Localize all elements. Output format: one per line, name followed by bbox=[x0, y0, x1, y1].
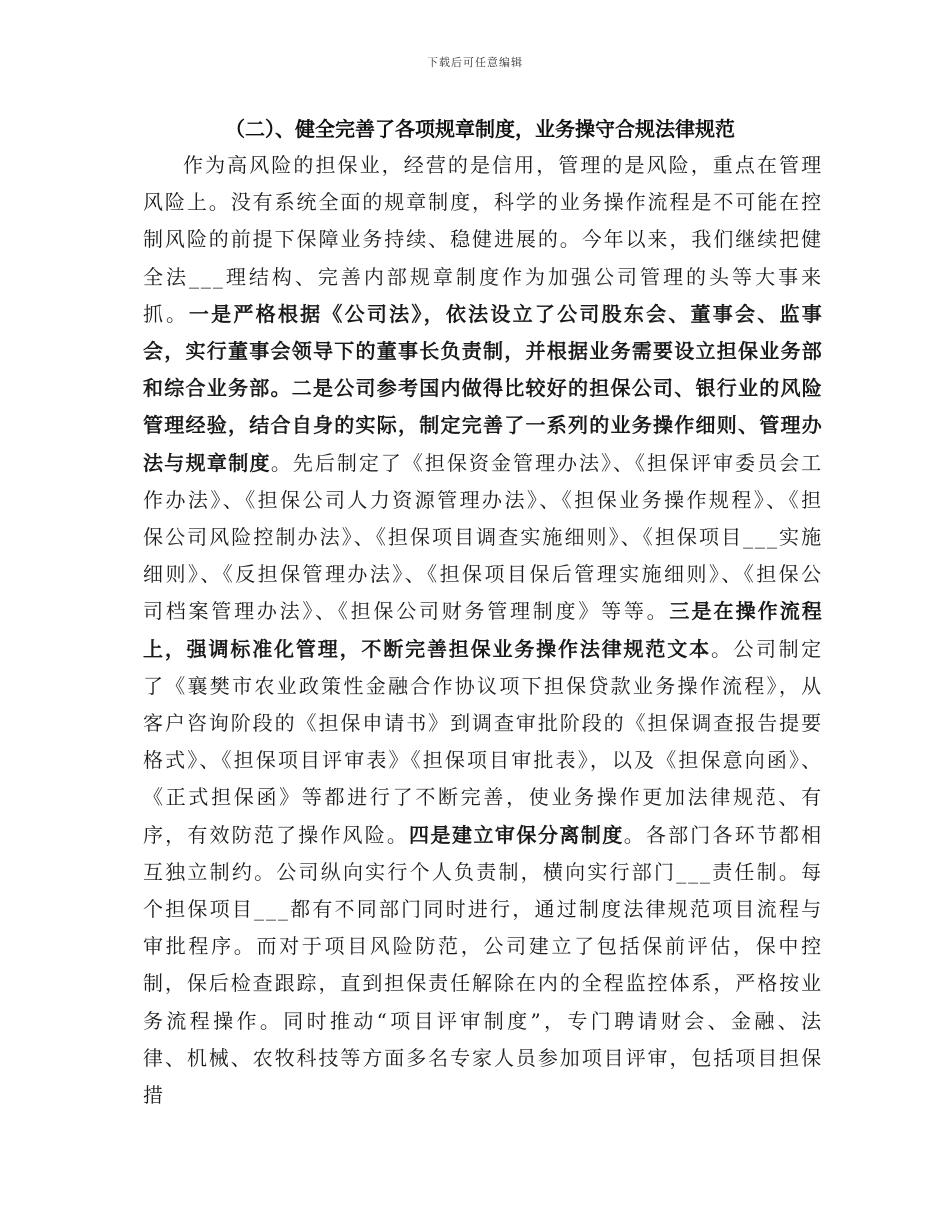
text-run-1: 作为高风险的担保业，经营的是信用，管理的是风险，重点在管理风险上。没有系统全面的规章制度，科学的业务操作流程是不可能在控制风险的前提下保障业务持续、稳健进展的。今年以来，我们继续把健全法___理结构、完善内部规章制度作为加强公司管理的头等大事来抓。 bbox=[143, 153, 823, 326]
body-paragraph bbox=[143, 147, 823, 1114]
text-run-3: 。公司制定了《襄樊市农业政策性金融合作协议项下担保贷款业务操作流程》，从客户咨询阶段的《担保申请书》到调查审批阶段的《担保调查报告提要格式》、《担保项目评审表》《担保项目审批表》，以及《担保意向函》、《正式担保函》等都进行了不断完善，使业务操作更加法律规范、有序，有效防范了操作风险。 bbox=[143, 636, 824, 847]
page-header: 下载后可任意编辑 bbox=[427, 56, 523, 69]
bold-run-1: 一是严格根据《公司法》，依法设立了公司股东会、董事会、监事会，实行董事会领导下的董事长负责制，并根据业务需要设立担保业务部和综合业务部。二是公司参考国内做得比较好的担保公司、银行业的风险管理经验，结合自身的实际，制定完善了一系列的业务操作细则、管理办法与规章制度 bbox=[143, 301, 823, 475]
bold-run-2: 三是在操作流程上，强调标准化管理，不断完善担保业务操作法律规范文本 bbox=[143, 599, 823, 661]
bold-run-3: 四是建立审保分离制度 bbox=[409, 822, 624, 847]
text-run-4: 。各部门各环节都相互独立制约。公司纵向实行个人负责制，横向实行部门___责任制。每个担保项目___都有不同部门同时进行，通过制度法律规范项目流程与审批程序。而对于项目风险防范，公司建立了包括保前评估，保中控制，保后检查跟踪，直到担保责任解除在内的全程监控体系，严格按业务流程操作。同时推动“项目评审制度”，专门聘请财会、金融、法律、机械、农牧科技等方面多名专家人员参加项目评审，包括项目担保措 bbox=[143, 822, 823, 1108]
section-title: （二）、健全完善了各项规章制度，业务操守合规法律规范 bbox=[225, 117, 735, 141]
text-run-2: 。先后制定了《担保资金管理办法》、《担保评审委员会工作办法》、《担保公司人力资源管理办法》、《担保业务操作规程》、《担保公司风险控制办法》、《担保项目调查实施细则》、《担保项目___实施细则》、《反担保管理办法》、《担保项目保后管理实施细则》、《担保公司档案管理办法》、《担保公司财务管理制度》等等。 bbox=[143, 450, 823, 624]
